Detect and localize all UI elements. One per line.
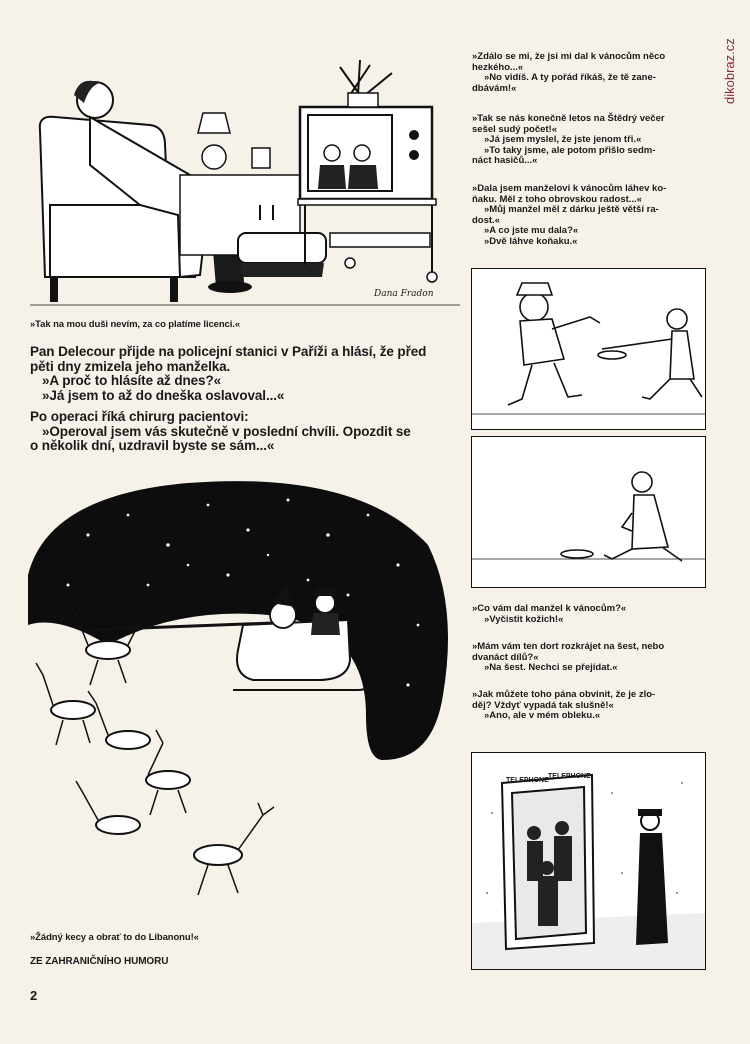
joke-line: hezkého...« [472,61,524,73]
joke-line: »Jak můžete toho pána obvinit, že je zlo- [472,689,656,700]
joke-line: dvanáct dílů?« [472,651,539,663]
joke-line: »To taky jsme, ale potom přišlo sedm- [484,144,656,156]
section-label: ZE ZAHRANIČNÍHO HUMORU [30,956,169,967]
cartoon-sleigh [28,475,453,925]
joke-line: Po operaci říká chirurg pacientovi: [30,409,249,424]
cartoon-beggar-panel-2 [471,436,706,588]
joke-cake [472,642,707,674]
joke-line: »Na šest. Nechci se přejídat.« [484,662,618,674]
cartoon-tv-drawing [30,55,460,313]
joke-line: »Mám vám ten dort rozkrájet na šest, nebo [472,641,665,652]
joke-line: »Vyčistit kožich!« [484,613,564,625]
joke-cognac [472,184,707,248]
joke-line: náct hasičů...« [472,155,538,167]
joke-line: »Já jsem myslel, že jste jenom tři.« [484,134,642,146]
joke-firemen [472,114,707,167]
joke-line: sešel sudý počet!« [472,123,558,135]
cartoon-tv-signature: Dana Fradon [374,289,434,299]
joke-line: »A co jste mu dala?« [484,225,579,237]
watermark-logo: dikobraz.cz [722,38,737,104]
cartoon-sleigh-caption: »Žádný kecy a obrať to do Libanonu!« [30,932,199,943]
joke-line: »Dvě láhve koňaku.« [484,235,578,247]
joke-suit [472,690,707,722]
joke-line: »Já jsem to až do dneška oslavoval...« [42,387,285,403]
joke-line: Pan Delecour přijde na policejní stanici v Paříži a hlásí, že před [30,344,427,359]
joke-line: pěti dny zmizela jeho manželka. [30,358,231,374]
joke-line: »A proč to hlásíte až dnes?« [42,373,221,388]
cartoon-beggar-drawing-2 [472,437,705,587]
cartoon-tv [30,55,460,313]
cartoon-phone-booth-drawing [472,753,705,969]
joke-line: ňaku. Měl z toho obrovskou radost...« [472,193,642,205]
joke-delecour [30,345,455,403]
joke-line: »Ano, ale v mém obleku.« [484,710,601,722]
joke-surgeon [30,410,455,454]
joke-line: dost.« [472,214,500,226]
joke-line: »Zdálo se mi, že jsi mi dal k vánocům něco [472,51,666,62]
cartoon-phone-booth [471,752,706,970]
joke-line: »No vidíš. A ty pořád říkáš, že tě zane- [484,72,656,84]
cartoon-beggar-drawing-1 [472,269,705,429]
page-number: 2 [30,988,38,1003]
joke-fur [472,604,707,625]
joke-line: dbávám!« [472,82,517,94]
joke-line: »Můj manžel měl z dárku ještě větší ra- [484,204,659,216]
joke-line: »Operoval jsem vás skutečně v poslední chvíli. Opozdit se [42,423,411,439]
joke-line: děj? Vždyť vypadá tak slušně!« [472,699,614,711]
joke-gift [472,52,707,94]
joke-line: »Tak se nás konečně letos na Štědrý večer [472,113,665,124]
joke-line: »Dala jsem manželovi k vánocům láhev ko- [472,183,667,194]
phone-booth-sign-1: TELEPHONE [506,777,549,784]
cartoon-beggar-panel-1 [471,268,706,430]
joke-line: »Co vám dal manžel k vánocům?« [472,603,627,614]
cartoon-sleigh-drawing [28,475,453,925]
phone-booth-sign-2: TELEPHONE [548,773,591,780]
cartoon-tv-caption: »Tak na mou duši nevím, za co platíme licenci.« [30,319,241,330]
joke-line: o několik dní, uzdravil byste se sám...« [30,438,275,453]
